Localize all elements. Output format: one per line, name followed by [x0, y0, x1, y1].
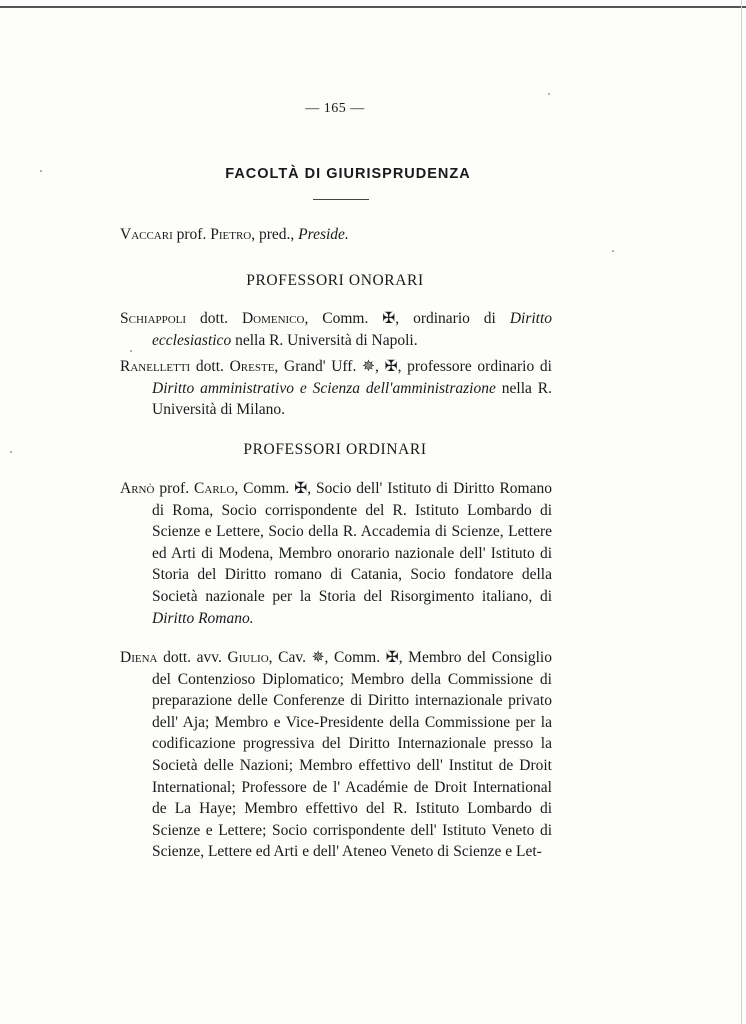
preside-title: prof.	[176, 226, 207, 243]
entry-arno	[120, 478, 552, 629]
entry-ranelletti	[120, 356, 552, 421]
entry-name: Giulio	[227, 649, 269, 666]
paper-speck	[548, 93, 550, 95]
preside-surname: Vaccari	[120, 226, 173, 243]
entry-title: dott. avv.	[157, 649, 228, 666]
top-border-rule	[0, 6, 746, 8]
entry-surname: Diena	[120, 649, 158, 666]
entry-subject: Diritto amministrativo e Scienza dell'amministrazione	[152, 379, 496, 397]
entry-title: dott.	[186, 310, 242, 327]
entry-name: Oreste	[229, 358, 275, 375]
entry-title: dott.	[190, 358, 230, 375]
entry-text: , Comm. ✠, ordinario di	[304, 310, 510, 327]
preside-name: Pietro	[210, 226, 252, 243]
entry-text-end: nella R. Università di Napoli.	[231, 331, 418, 349]
preside-line	[120, 224, 349, 246]
entry-surname: Schiappoli	[120, 310, 187, 327]
page-number: — 165 —	[305, 101, 365, 116]
section-heading-ordinari: PROFESSORI ORDINARI	[243, 441, 427, 458]
entry-name: Carlo	[194, 480, 235, 497]
entry-text-end: nella R. Università di Milano.	[152, 379, 553, 419]
faculty-title: FACOLTÀ DI GIURISPRUDENZA	[225, 166, 471, 182]
entry-surname: Arnò	[120, 480, 155, 497]
paper-speck	[40, 170, 42, 172]
paper-speck	[10, 451, 12, 453]
preside-rest: , pred.,	[251, 226, 299, 243]
entry-schiappoli	[120, 308, 552, 351]
entry-name: Domenico	[241, 310, 305, 327]
entry-title: prof.	[154, 480, 195, 497]
entry-surname: Ranelletti	[120, 358, 191, 375]
page-edge	[741, 0, 742, 1024]
preside-role: Preside.	[298, 226, 349, 243]
title-underline	[313, 199, 369, 200]
entry-diena	[120, 647, 552, 863]
section-heading-onorari: PROFESSORI ONORARI	[246, 272, 424, 289]
entry-subject: Diritto ecclesiastico	[152, 310, 553, 349]
entry-text: , Comm. ✠, Socio dell' Istituto di Diritto Romano di Roma, Socio corrispondente del R. Istituto Lombardo di Scienze e Lettere, Socio della R. Accademia di Scienze, Lettere ed Arti di Modena, Membro onorario nazionale dell' Istituto di Storia del Diritto romano di Catania, Socio fondatore della Società nazionale per la Storia del Risorgimento italiano, di	[152, 480, 552, 605]
entry-subject: Diritto Romano.	[152, 609, 254, 627]
entry-text: , Grand' Uff. ✵, ✠, professore ordinario di	[274, 358, 552, 375]
paper-speck	[612, 250, 614, 252]
entry-text: , Cav. ✵, Comm. ✠, Membro del Consiglio del Contenzioso Diplomatico; Membro della Commissione di preparazione delle Conferenze di Diritto internazionale privato dell' Aja; Membro e Vice-Presidente della Commissione per la codificazione progressiva del Diritto Internazionale presso la Società delle Nazioni; Membro effettivo dell' Institut de Droit International; Professore de l' Académie de Droit International de La Haye; Membro effettivo del R. Istituto Lombardo di Scienze e Lettere; Socio corrispondente dell' Istituto Veneto di Scienze, Lettere ed Arti e dell' Ateneo Veneto di Scienze e Let-	[152, 649, 552, 861]
paper-speck	[130, 350, 132, 352]
